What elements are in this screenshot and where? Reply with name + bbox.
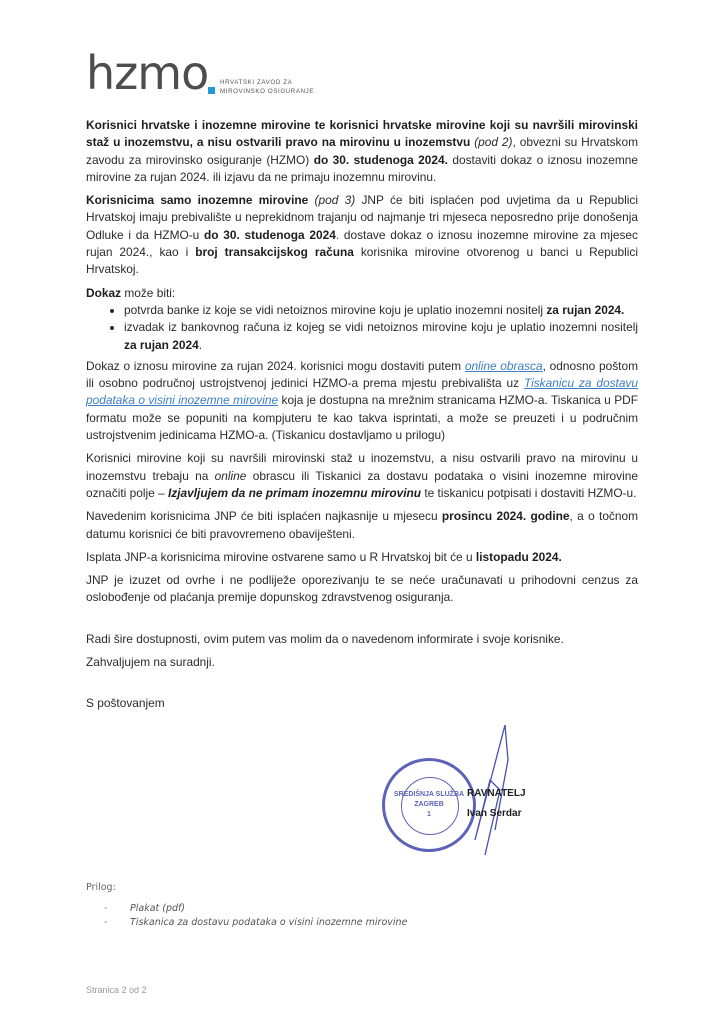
attachment-item: - Plakat (pdf) xyxy=(104,903,186,914)
proof-list xyxy=(86,302,638,354)
paragraph-3 xyxy=(86,285,638,302)
paragraph-6 xyxy=(86,508,638,543)
attachments-list xyxy=(104,902,407,930)
p3-bold-intro: Dokaz xyxy=(86,285,122,300)
bullet-after: . xyxy=(198,337,203,352)
p1-ref: (pod 2) xyxy=(470,135,513,150)
bullet-text: potvrda banke iz koje se vidi netoiznos mirovine koju je uplatio inozemni nositelj xyxy=(124,302,547,317)
p4-text-c: koja je dostupna na mrežnim stranicama HZMO-a. Tiskanica u PDF formatu može se popuniti na kompjuteru te kao takva isprintati, a može se preuzeti i u područnim ustrojstvenim jedinicama HZMO-a. (Tiskanicu dostavljamo u prilogu) xyxy=(86,393,638,443)
paragraph-7 xyxy=(86,549,638,566)
p2-deadline: do 30. studenoga 2024 xyxy=(204,227,336,242)
logo-accent-square-icon xyxy=(208,87,215,94)
p3-text-a: može biti: xyxy=(121,285,176,300)
closing-request: Radi šire dostupnosti, ovim putem vas molim da o navedenom informirate i svoje korisnike. xyxy=(86,631,564,646)
signatory-title: RAVNATELJ xyxy=(467,788,526,799)
p1-deadline: do 30. studenoga 2024. xyxy=(313,152,448,167)
stamp-text-3: 1 xyxy=(427,811,431,818)
letter-body xyxy=(86,117,638,719)
p2-account: broj transakcijskog računa xyxy=(195,245,354,260)
attachments-label: Prilog: xyxy=(86,882,116,893)
paragraph-8 xyxy=(86,572,638,607)
stamp-text-2: ZAGREB xyxy=(414,801,444,808)
p1-text-a: , obvezni su Hrvatskom zavodu za mirovinsko osiguranje (HZMO) xyxy=(86,135,638,167)
p2-text-a: JNP će biti isplaćen pod uvjetima da u Republici Hrvatskoj imaju prebivalište u neprekidnom trajanju od najmanje tri mjeseca neposredno prije donošenja Odluke i da HZMO-u xyxy=(86,193,638,242)
p1-text-b: dostaviti dokaz o iznosu inozemne mirovine za rujan 2024. ili izjavu da ne primaju inozemnu mirovinu. xyxy=(86,152,638,184)
attachment-label: Tiskanica za dostavu podataka o visini inozemne mirovine xyxy=(130,917,408,928)
p6-text-b: , a o točnom datumu korisnici će biti pravovremeno obaviješteni. xyxy=(86,509,639,541)
p2-ref: (pod 3) xyxy=(308,193,356,208)
p5-online: online xyxy=(214,468,247,483)
p5-declaration: Izjavljujem da ne primam inozemnu mirovinu xyxy=(167,485,422,500)
online-form-link[interactable]: online obrasca xyxy=(464,358,543,373)
p2-bold-intro: Korisnicima samo inozemne mirovine xyxy=(86,193,309,208)
p8-text-a: JNP je izuzet od ovrhe i ne podliježe oporezivanju te se neće uračunavati u prihodovni cenzus za oslobođenje od plaćanja premije dopunskog zdravstvenog osiguranja. xyxy=(86,573,638,605)
bullet-text: izvadak iz bankovnog računa iz kojeg se vidi netoiznos mirovine koju je uplatio inozemni nositelj xyxy=(124,320,638,335)
p2-text-b: . dostave dokaz o iznosu inozemne mirovine za mjesec rujan 2024., kao i xyxy=(86,227,638,260)
logo-wordmark: hzmo xyxy=(86,46,209,100)
attachment-label: Plakat (pdf) xyxy=(130,903,186,914)
logo-subtitle-line2: MIROVINSKO OSIGURANJE xyxy=(220,88,315,95)
paragraph-1 xyxy=(86,117,638,186)
paragraph-2 xyxy=(86,192,638,278)
closing-thanks: Zahvaljujem na suradnji. xyxy=(86,655,215,670)
page-number: Stranica 2 od 2 xyxy=(86,985,147,995)
closing-regards: S poštovanjem xyxy=(86,696,165,711)
p5-text-a: Korisnici mirovine koji su navršili mirovinski staž u inozemstvu, a nisu ostvarili pravo na mirovinu u inozemstvu trebaju na xyxy=(86,451,638,483)
p5-text-c: te tiskanicu potpisati i dostaviti HZMO-u. xyxy=(421,485,637,500)
bullet-bold: za rujan 2024. xyxy=(546,302,625,317)
bullet-bold: za rujan 2024 xyxy=(124,337,199,352)
p1-bold-intro: Korisnici hrvatske i inozemne mirovine te korisnici hrvatske mirovine koji su navršili mirovinski staž u inozemstvu, a nisu ostvarili pravo na mirovinu u inozemstvu xyxy=(86,118,638,150)
p7-bold: listopadu 2024. xyxy=(475,549,562,564)
p4-text-a: Dokaz o iznosu mirovine za rujan 2024. korisnici mogu dostaviti putem xyxy=(86,358,465,373)
logo-subtitle xyxy=(220,78,314,96)
paragraph-5 xyxy=(86,450,638,502)
signature-block xyxy=(370,720,570,860)
p5-text-b: obrascu ili Tiskanici za dostavu podataka o visini inozemne mirovine označiti polje – xyxy=(86,468,638,500)
p7-text-a: Isplata JNP-a korisnicima mirovine ostvarene samo u R Hrvatskoj bit će u xyxy=(86,549,476,564)
signatory-name: Ivan Serdar xyxy=(467,808,522,819)
paragraph-4 xyxy=(86,358,638,444)
stamp-text-1: SREDIŠNJA SLUŽBA xyxy=(393,791,465,798)
logo-subtitle-line1: HRVATSKI ZAVOD ZA xyxy=(220,79,293,86)
p6-text-a: Navedenim korisnicima JNP će biti isplaćen najkasnije u mjesecu xyxy=(86,509,442,524)
proof-list-item xyxy=(124,319,638,354)
p2-text-c: korisnika mirovine otvorenog u banci u Republici Hrvatskoj. xyxy=(86,245,638,277)
p4-text-b: , odnosno poštom ili osobno područnoj ustrojstvenoj jedinici HZMO-a prema mjestu prebivališta uz xyxy=(86,358,639,391)
form-download-link[interactable]: Tiskanicu za dostavu podataka o visini inozemne mirovine xyxy=(86,376,638,408)
attachment-item: - Tiskanica za dostavu podataka o visini inozemne mirovine xyxy=(104,917,408,928)
proof-list-item xyxy=(124,302,638,319)
p6-bold: prosincu 2024. godine xyxy=(441,509,570,524)
